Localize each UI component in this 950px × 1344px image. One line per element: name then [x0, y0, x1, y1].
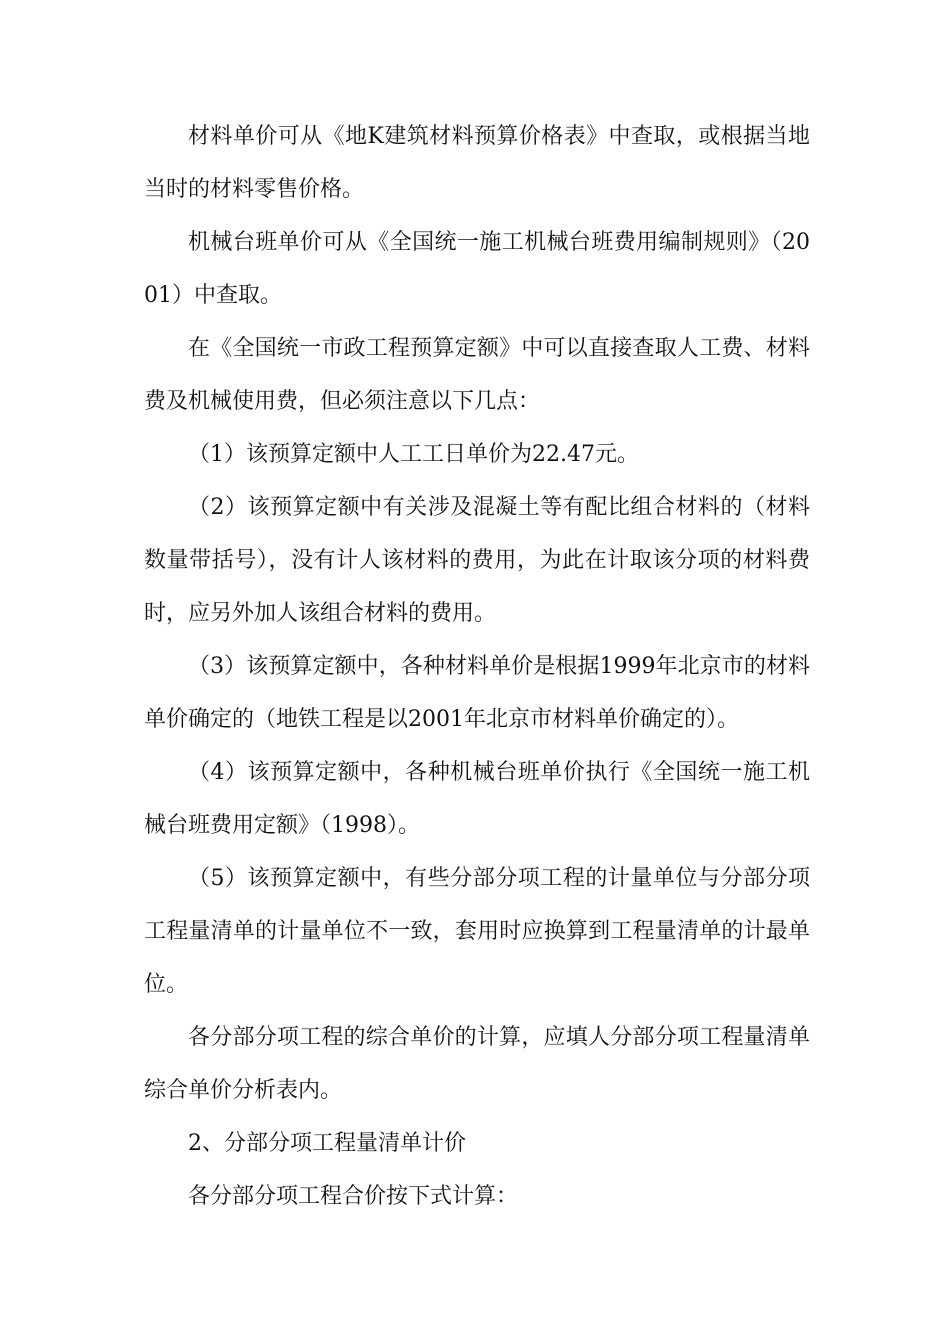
paragraph-unit-price-analysis: 各分部分项工程的综合单价的计算，应填人分部分项工程量清单综合单价分析表内。	[144, 1025, 810, 1103]
paragraph-machine-price: 机械台班单价可从《全国统一施工机械台班费用编制规则》（2001）中查取。	[144, 230, 810, 308]
document-body	[144, 110, 810, 1223]
section-heading: 2、分部分项工程量清单计价	[188, 1131, 466, 1156]
list-item-2: （2）该预算定额中有关涉及混凝土等有配比组合材料的（材料数量带括号），没有计人该材料的费用，为此在计取该分项的材料费时，应另外加人该组合材料的费用。	[144, 495, 810, 626]
paragraph-material-price: 材料单价可从《地K建筑材料预算价格表》中查取，或根据当地当时的材料零售价格。	[144, 124, 810, 202]
paragraph-quota-notes: 在《全国统一市政工程预算定额》中可以直接查取人工费、材料费及机械使用费，但必须注意以下几点：	[144, 336, 810, 414]
list-item-3: （3）该预算定额中，各种材料单价是根据1999年北京市的材料单价确定的（地铁工程是以2001年北京市材料单价确定的）。	[144, 654, 810, 732]
list-item-4: （4）该预算定额中，各种机械台班单价执行《全国统一施工机械台班费用定额》（1998）。	[144, 760, 810, 838]
list-item-1: （1）该预算定额中人工工日单价为22.47元。	[188, 442, 639, 467]
list-item-5: （5）该预算定额中，有些分部分项工程的计量单位与分部分项工程量清单的计量单位不一致，套用时应换算到工程量清单的计最单位。	[144, 866, 810, 997]
paragraph-formula-intro: 各分部分项工程合价按下式计算：	[188, 1184, 519, 1209]
